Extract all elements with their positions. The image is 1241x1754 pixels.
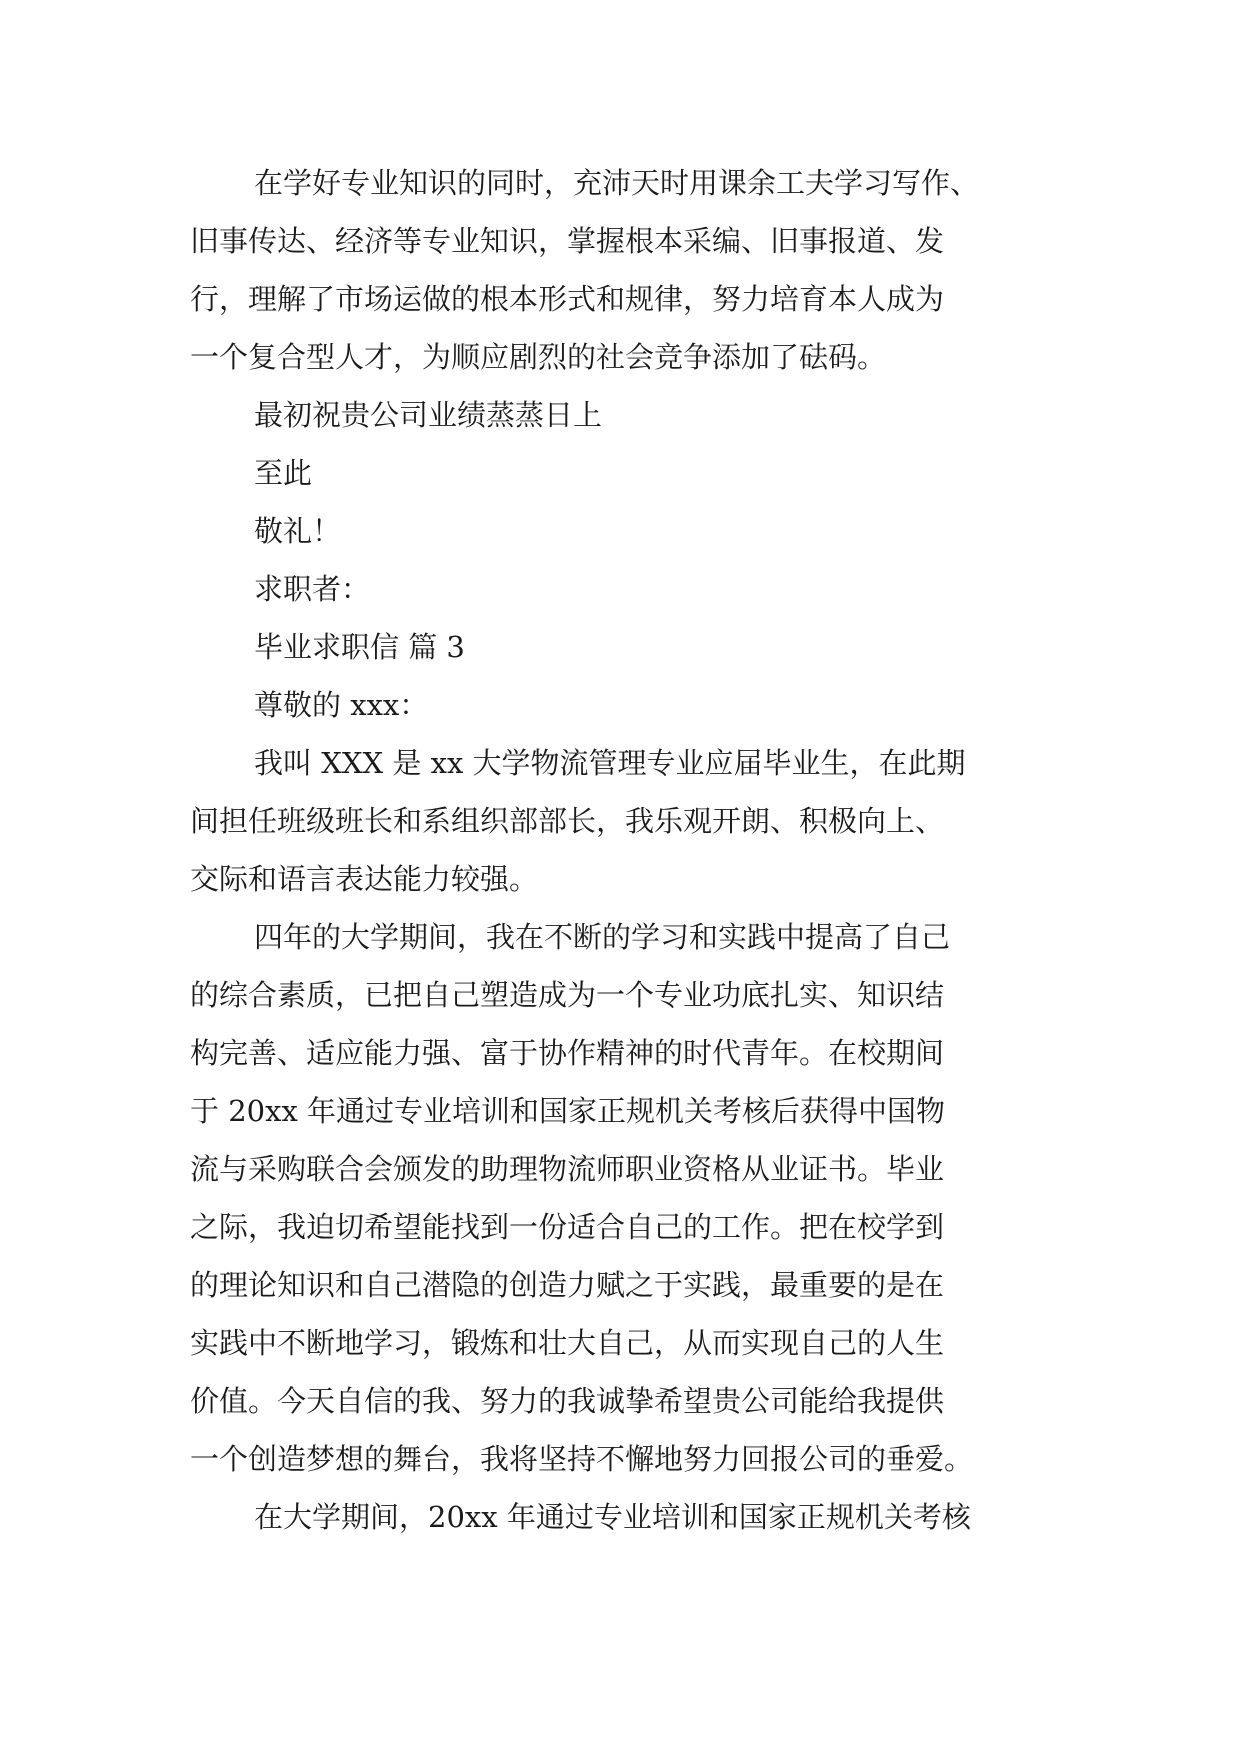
document-body [190,154,1090,1546]
text-line: 的综合素质，已把自己塑造成为一个专业功底扎实、知识结 [190,978,945,1012]
text-line: 在学好专业知识的同时，充沛天时用课余工夫学习写作、 [254,166,980,200]
text-line: 构完善、适应能力强、富于协作精神的时代青年。在校期间 [190,1036,945,1070]
closing-wish: 最初祝贵公司业绩蒸蒸日上 [254,398,603,432]
text-line: 流与采购联合会颁发的助理物流师职业资格从业证书。毕业 [190,1152,945,1186]
text-line: 于 20xx 年通过专业培训和国家正规机关考核后获得中国物 [190,1094,946,1128]
text-line: 一个复合型人才，为顺应剧烈的社会竞争添加了砝码。 [190,340,887,374]
text-line: 之际，我迫切希望能找到一份适合自己的工作。把在校学到 [190,1210,945,1244]
section-heading: 毕业求职信 篇 3 [254,630,465,664]
signature-label: 求职者： [254,572,371,606]
text-line: 四年的大学期间，我在不断的学习和实践中提高了自己 [254,920,951,954]
text-line: 实践中不断地学习，锻炼和壮大自己，从而实现自己的人生 [190,1326,945,1360]
text-line: 旧事传达、经济等专业知识，掌握根本采编、旧事报道、发 [190,224,945,258]
text-line: 一个创造梦想的舞台，我将坚持不懈地努力回报公司的垂爱。 [190,1442,974,1476]
closing-regards: 敬礼！ [254,514,342,548]
closing-salutation: 至此 [254,456,313,490]
letter-greeting: 尊敬的 xxx： [254,688,429,722]
text-line: 行，理解了市场运做的根本形式和规律，努力培育本人成为 [190,282,945,316]
text-line: 我叫 XXX 是 xx 大学物流管理专业应届毕业生，在此期 [254,746,966,780]
text-line: 交际和语言表达能力较强。 [190,862,539,896]
text-line: 的理论知识和自己潜隐的创造力赋之于实践，最重要的是在 [190,1268,945,1302]
text-line: 价值。今天自信的我、努力的我诚挚希望贵公司能给我提供 [190,1384,945,1418]
text-line: 在大学期间，20xx 年通过专业培训和国家正规机关考核 [254,1500,971,1534]
text-line: 间担任班级班长和系组织部部长，我乐观开朗、积极向上、 [190,804,945,838]
